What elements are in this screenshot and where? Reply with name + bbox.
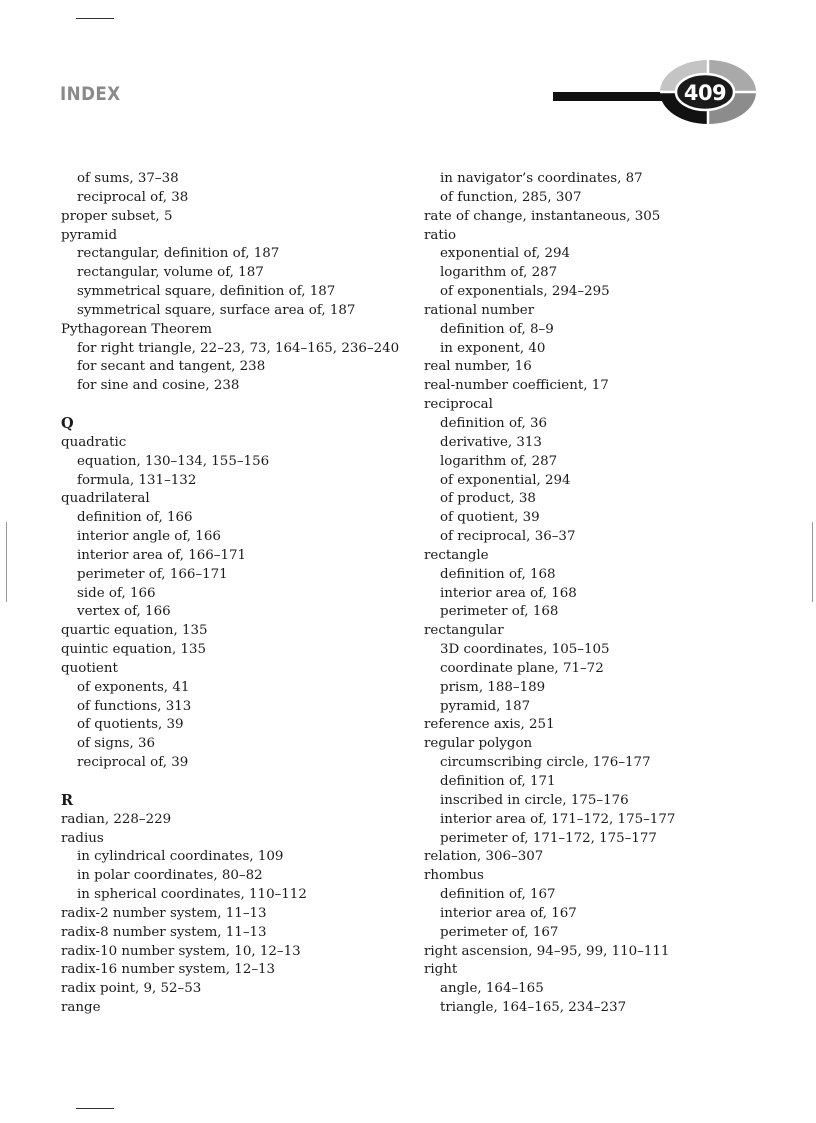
index-entry: rational number [424, 302, 535, 318]
index-subentry: of sums, 37–38 [77, 171, 179, 186]
index-entry: pyramid [61, 227, 118, 243]
index-entry: reciprocal [424, 397, 493, 413]
index-subentry: reciprocal of, 38 [77, 189, 189, 205]
index-subentry: equation, 130–134, 155–156 [77, 453, 270, 469]
index-entry: rate of change, instantaneous, 305 [424, 208, 661, 224]
index-subentry: in exponent, 40 [440, 340, 546, 356]
index-subentry: definition of, 168 [440, 566, 556, 582]
index-subentry: definition of, 166 [77, 510, 193, 526]
index-subentry: of functions, 313 [77, 698, 192, 714]
index-subentry: perimeter of, 167 [440, 924, 559, 940]
index-entry: rectangle [424, 547, 489, 563]
index-subentry: of signs, 36 [77, 736, 156, 752]
index-entry: range [61, 1000, 101, 1016]
index-entry: quintic equation, 135 [61, 642, 207, 658]
index-entry: radix-16 number system, 12–13 [61, 962, 276, 978]
index-subentry: interior angle of, 166 [77, 529, 221, 545]
index-subentry: symmetrical square, surface area of, 187 [77, 302, 356, 318]
index-entry: radix-8 number system, 11–13 [61, 924, 267, 940]
index-subentry: derivative, 313 [440, 434, 542, 450]
index-entry: radix point, 9, 52–53 [61, 981, 202, 997]
index-subentry: prism, 188–189 [440, 679, 546, 695]
index-subentry: rectangular, volume of, 187 [77, 265, 264, 281]
margin-mark-left [6, 522, 7, 602]
index-entry: Pythagorean Theorem [61, 321, 212, 337]
index-subentry: interior area of, 166–171 [77, 547, 247, 563]
index-subentry: circumscribing circle, 176–177 [440, 755, 651, 771]
index-subentry: of product, 38 [440, 491, 536, 507]
index-subentry: definition of, 36 [440, 415, 548, 431]
index-entry: radian, 228–229 [61, 811, 172, 827]
index-subentry: 3D coordinates, 105–105 [440, 642, 610, 658]
index-subentry: symmetrical square, definition of, 187 [77, 284, 336, 300]
index-subentry: in polar coordinates, 80–82 [77, 868, 263, 884]
index-subentry: of exponentials, 294–295 [440, 284, 610, 300]
index-subentry: angle, 164–165 [440, 981, 544, 997]
index-subentry: logarithm of, 287 [440, 453, 558, 469]
index-section-letter: R [61, 791, 74, 809]
index-subentry: of exponential, 294 [440, 472, 571, 488]
index-subentry: in navigator’s coordinates, 87 [440, 171, 643, 186]
index-subentry: of quotients, 39 [77, 717, 184, 733]
margin-mark-right [812, 522, 813, 602]
index-subentry: formula, 131–132 [77, 472, 197, 488]
crop-mark-bottom [76, 1108, 114, 1109]
index-subentry: perimeter of, 166–171 [77, 566, 228, 582]
index-entry: radix-10 number system, 10, 12–13 [61, 943, 301, 959]
index-subentry: definition of, 8–9 [440, 321, 554, 337]
index-subentry: interior area of, 171–172, 175–177 [440, 811, 676, 827]
index-entry: right [424, 962, 458, 978]
index-subentry: for right triangle, 22–23, 73, 164–165, 236–240 [77, 340, 400, 356]
index-entry: radius [61, 830, 104, 846]
running-head: INDEX [60, 83, 121, 105]
index-entry: quotient [61, 660, 118, 676]
index-entry: real number, 16 [424, 359, 532, 375]
index-entry: reference axis, 251 [424, 717, 555, 733]
index-subentry: of exponents, 41 [77, 679, 190, 695]
index-entry: radix-2 number system, 11–13 [61, 905, 267, 921]
index-subentry: of function, 285, 307 [440, 189, 582, 205]
index-column-left [61, 170, 421, 1018]
index-subentry: of quotient, 39 [440, 510, 540, 526]
index-subentry: side of, 166 [77, 585, 156, 601]
index-subentry: reciprocal of, 39 [77, 755, 189, 771]
index-subentry: for sine and cosine, 238 [77, 378, 240, 394]
crop-mark-top [76, 18, 114, 19]
index-entry: quadratic [61, 434, 127, 450]
index-subentry: triangle, 164–165, 234–237 [440, 1000, 627, 1016]
index-subentry: rectangular, definition of, 187 [77, 246, 280, 262]
index-subentry: in cylindrical coordinates, 109 [77, 849, 284, 865]
index-subentry: perimeter of, 168 [440, 604, 559, 620]
index-entry: rhombus [424, 868, 484, 884]
index-subentry: pyramid, 187 [440, 698, 531, 714]
index-entry: quartic equation, 135 [61, 623, 208, 639]
index-entry: relation, 306–307 [424, 849, 544, 865]
index-column-right [424, 170, 784, 1018]
index-subentry: logarithm of, 287 [440, 265, 558, 281]
index-subentry: of reciprocal, 36–37 [440, 529, 576, 545]
index-subentry: interior area of, 167 [440, 905, 577, 921]
index-entry: proper subset, 5 [61, 208, 173, 224]
index-subentry: interior area of, 168 [440, 585, 577, 601]
index-subentry: definition of, 167 [440, 887, 556, 903]
index-subentry: inscribed in circle, 175–176 [440, 792, 629, 808]
index-subentry: vertex of, 166 [77, 604, 171, 620]
index-subentry: for secant and tangent, 238 [77, 359, 266, 375]
index-entry: regular polygon [424, 736, 533, 752]
index-section-letter: Q [61, 414, 74, 432]
page-number: 409 [683, 81, 727, 105]
index-entry: real-number coefficient, 17 [424, 378, 609, 394]
index-subentry: perimeter of, 171–172, 175–177 [440, 830, 657, 846]
index-entry: quadrilateral [61, 491, 150, 507]
index-subentry: exponential of, 294 [440, 246, 571, 262]
index-subentry: coordinate plane, 71–72 [440, 660, 604, 676]
index-subentry: definition of, 171 [440, 774, 556, 789]
index-entry: ratio [424, 227, 457, 243]
index-entry: right ascension, 94–95, 99, 110–111 [424, 943, 670, 959]
index-subentry: in spherical coordinates, 110–112 [77, 887, 307, 903]
index-entry: rectangular [424, 623, 504, 639]
